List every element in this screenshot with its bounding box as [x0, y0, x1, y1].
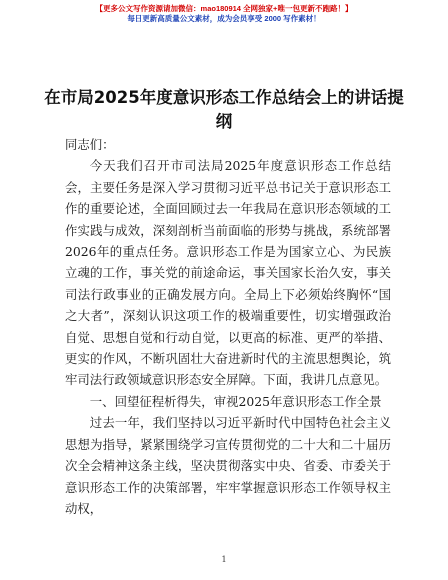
promo-banner	[0, 4, 448, 24]
page-number: 1	[221, 555, 227, 564]
banner-line-1: 【更多公文写作资源请加微信：mao180914 全网独家+唯一包更新不跑路！】	[95, 4, 353, 13]
section-paragraph: 过去一年，我们坚持以习近平新时代中国特色社会主义思想为指导，紧紧围绕学习宣传贯彻党的二十大和二十届历次全会精神这条主线，坚决贯彻落实中央、省委、市委关于意识形态工作的决策部署，牢牢掌握意识形态工作领导权主动权，	[65, 415, 391, 516]
section-heading: 一、回望征程析得失，审视2025年意识形态工作全景	[89, 393, 382, 409]
document-title: 在市局2025年度意识形态工作总结会上的讲话提纲	[44, 88, 404, 131]
banner-line-2: 每日更新高质量公文素材，成为会员享受 2000 写作素材！	[127, 14, 321, 23]
document-body	[65, 134, 391, 519]
opening-paragraph: 今天我们召开市司法局2025年度意识形态工作总结会，主要任务是深入学习贯彻习近平总书记关于意识形态工作的重要论述，全面回顾过去一年我局在意识形态领域的工作实践与成效，深刻剖析当前面临的形势与挑战，系统部署2026年的重点任务。意识形态工作是为国家立心、为民族立魂的工作，事关党的前途命运，事关国家长治久安，事关司法行政事业的正确发展方向。全局上下必须始终胸怀“国之大者”，深刻认识这项工作的极端重要性，切实增强政治自觉、思想自觉和行动自觉，以更高的标准、更严的举措、更实的作风，不断巩固壮大奋进新时代的主流思想舆论，筑牢司法行政领域意识形态安全屏障。下面，我讲几点意见。	[65, 158, 391, 388]
salutation: 同志们：	[65, 137, 115, 152]
